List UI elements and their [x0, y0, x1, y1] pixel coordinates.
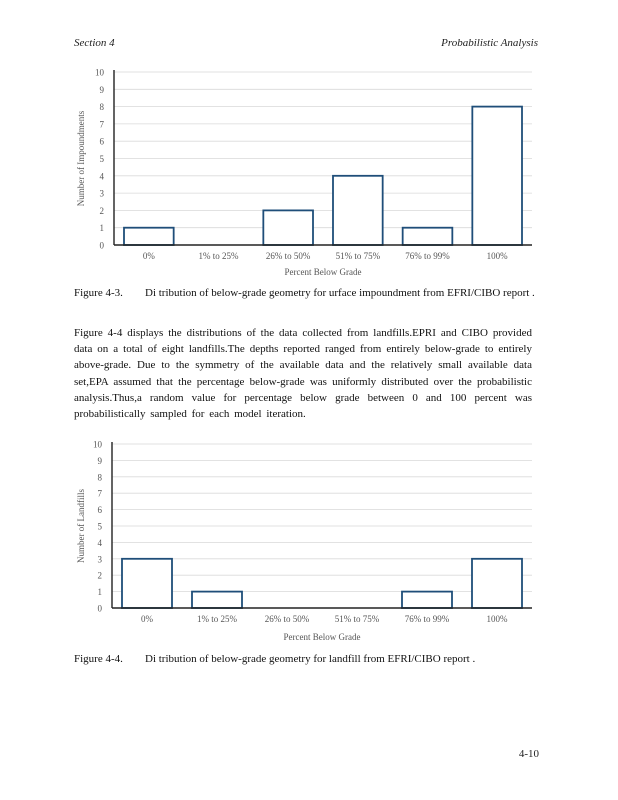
y-tick-label: 9 — [97, 455, 102, 466]
bar — [122, 559, 172, 608]
y-tick-label: 8 — [99, 102, 104, 113]
x-axis-title: Percent Below Grade — [283, 632, 361, 642]
bar — [263, 210, 313, 245]
figure-4-4-caption — [74, 653, 544, 681]
impoundments-bar-chart — [0, 60, 618, 285]
x-tick-label: 1% to 25% — [198, 251, 239, 261]
figure-4-3-text: Di tribution of below-grade geometry for urface impoundment from EFRI/CIBO report . — [145, 287, 535, 299]
x-tick-label: 100% — [486, 614, 508, 624]
x-tick-label: 76% to 99% — [405, 251, 450, 261]
body-paragraph: Figure 4-4 displays the distributions of the data collected from landfills.EPRI and CIBO provided data on a total of eight landfills.The depths reported ranged from entirely below-grade to entirely above-grade. Due to the symmetry of the available data and the relatively small available data set,EPA assumed that the percentage below-grade was uniformly distributed over the probabilistic analysis.Thus,a random value for percentage below grade between 0 and 100 percent was probabilistically sampled for each model iteration. — [74, 327, 532, 421]
y-tick-label: 0 — [99, 240, 104, 251]
figure-4-4-label: Figure 4-4. — [74, 653, 123, 665]
bar — [333, 176, 383, 245]
bar — [472, 559, 522, 608]
x-tick-label: 0% — [141, 614, 153, 624]
y-tick-label: 5 — [99, 154, 104, 164]
y-tick-label: 10 — [93, 439, 102, 450]
y-tick-label: 5 — [97, 521, 102, 532]
bar — [472, 107, 522, 245]
bar — [402, 592, 452, 608]
bar — [403, 228, 453, 245]
y-tick-label: 3 — [97, 554, 102, 565]
y-tick-label: 2 — [99, 205, 104, 216]
y-tick-label: 2 — [97, 570, 102, 581]
x-tick-label: 26% to 50% — [265, 251, 311, 261]
x-tick-label: 26% to 50% — [264, 614, 310, 624]
figure-4-4-text: Di tribution of below-grade geometry for landfill from EFRI/CIBO report . — [145, 653, 476, 665]
bar — [124, 228, 174, 245]
y-tick-label: 0 — [97, 603, 102, 614]
y-tick-label: 1 — [97, 587, 102, 598]
x-tick-label: 76% to 99% — [404, 614, 450, 624]
y-axis-title: Number of Landfills — [76, 489, 86, 563]
figure-4-3-caption — [74, 287, 544, 315]
y-tick-label: 8 — [97, 472, 102, 483]
y-tick-label: 7 — [99, 119, 104, 130]
y-tick-label: 9 — [99, 84, 104, 95]
section-header: Section 4 — [74, 37, 115, 49]
y-tick-label: 10 — [95, 67, 104, 78]
x-tick-label: 100% — [486, 251, 508, 261]
chapter-title-header: Probabilistic Analysis — [441, 37, 538, 49]
x-tick-label: 1% to 25% — [197, 614, 237, 624]
y-tick-label: 1 — [99, 223, 104, 234]
landfills-bar-chart — [0, 430, 618, 650]
figure-4-3-label: Figure 4-3. — [74, 287, 123, 299]
y-tick-label: 4 — [97, 537, 102, 548]
x-tick-label: 51% to 75% — [334, 614, 380, 624]
y-tick-label: 3 — [99, 188, 104, 199]
y-tick-label: 6 — [97, 505, 102, 516]
bar — [192, 592, 242, 608]
x-tick-label: 51% to 75% — [335, 251, 381, 261]
y-tick-label: 7 — [97, 488, 102, 499]
x-tick-label: 0% — [142, 251, 155, 261]
y-tick-label: 4 — [99, 171, 104, 182]
x-axis-title: Percent Below Grade — [284, 267, 362, 277]
page-number: 4-10 — [518, 748, 539, 760]
y-tick-label: 6 — [99, 136, 104, 147]
y-axis-title: Number of Impoundments — [76, 110, 86, 207]
